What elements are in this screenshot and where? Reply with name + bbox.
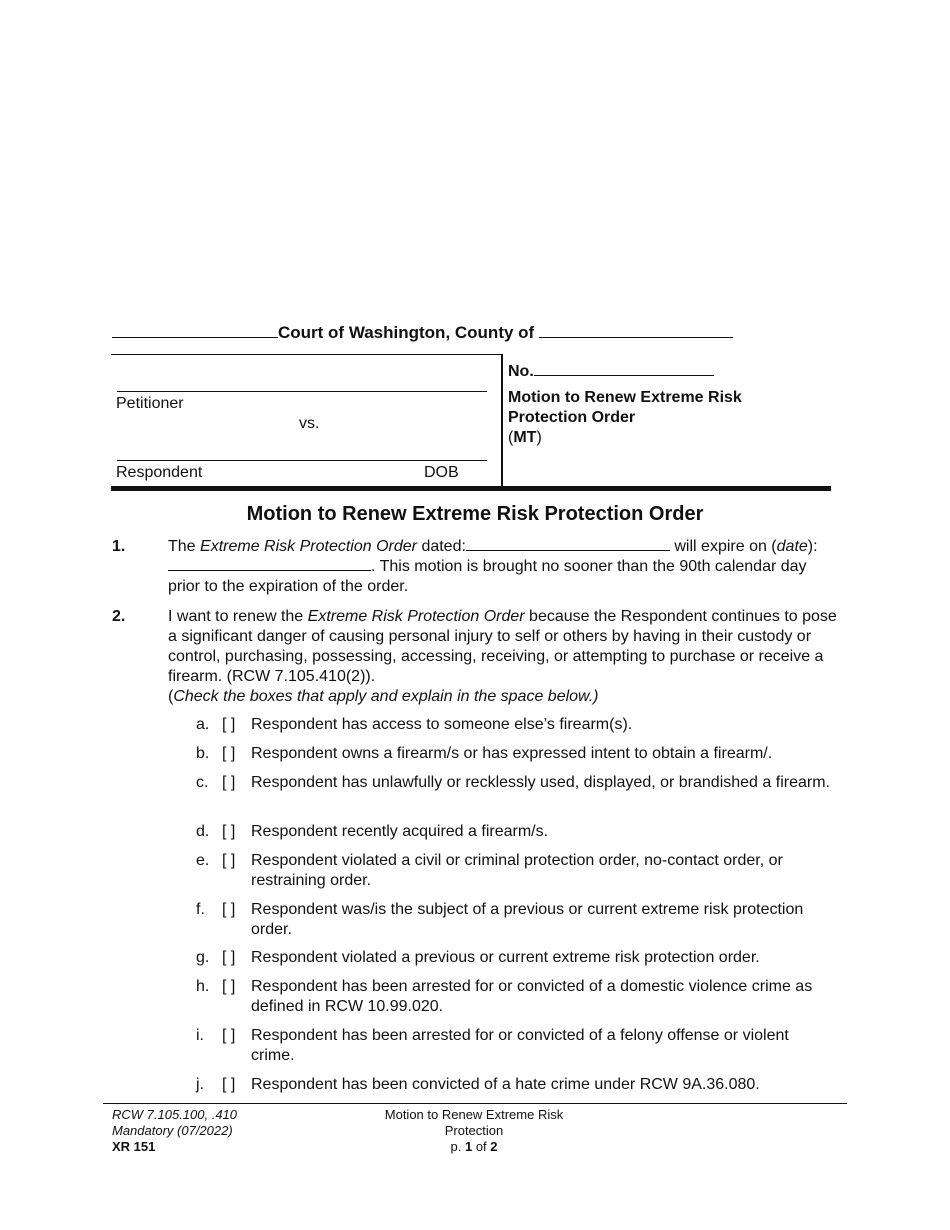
footer-statute: RCW 7.105.100, .410 bbox=[112, 1107, 238, 1122]
form-title-line2: Protection Order bbox=[508, 409, 636, 426]
footer-title-block bbox=[368, 1107, 580, 1155]
footer-form-id: XR 151 bbox=[112, 1139, 156, 1154]
footer-rule bbox=[103, 1103, 847, 1104]
option-h-checkbox[interactable]: [ ] bbox=[222, 978, 236, 995]
option-g-checkbox[interactable]: [ ] bbox=[222, 949, 236, 966]
petitioner-line[interactable] bbox=[117, 391, 487, 392]
case-caption-info bbox=[508, 362, 828, 448]
option-e: e. [ ] Respondent violated a civil or criminal protection order, no-contact order, or restraining order. bbox=[196, 852, 783, 889]
option-e-checkbox[interactable]: [ ] bbox=[222, 852, 236, 869]
case-caption-parties bbox=[111, 354, 501, 488]
option-b-checkbox[interactable]: [ ] bbox=[222, 745, 236, 762]
case-number-label: No. bbox=[508, 363, 534, 380]
option-c: c. [ ] Respondent has unlawfully or recklessly used, displayed, or brandished a firearm. bbox=[196, 774, 830, 791]
case-number-blank[interactable] bbox=[534, 375, 714, 376]
expiration-date-blank[interactable] bbox=[168, 570, 371, 571]
footer-title-line2: Protection bbox=[444, 1123, 504, 1138]
form-code-row: (MT) bbox=[508, 429, 542, 446]
option-i-checkbox[interactable]: [ ] bbox=[222, 1027, 236, 1044]
item-1-text: The Extreme Risk Protection Order dated: will expire on (date):. This motion is brought no sooner than the 90th calendar day prior to the expiration of the order. bbox=[168, 538, 818, 595]
item-1 bbox=[112, 537, 840, 597]
footer-mandatory: Mandatory (07/2022) bbox=[112, 1123, 233, 1138]
option-f: f. [ ] Respondent was/is the subject of a previous or current extreme risk protection order. bbox=[196, 901, 804, 938]
court-label: Court of Washington, County of bbox=[278, 323, 535, 342]
option-c-checkbox[interactable]: [ ] bbox=[222, 774, 236, 791]
order-name: Extreme Risk Protection Order bbox=[200, 538, 417, 555]
option-j-checkbox[interactable]: [ ] bbox=[222, 1076, 236, 1093]
option-a-checkbox[interactable]: [ ] bbox=[222, 716, 236, 733]
caption-divider bbox=[501, 354, 503, 488]
document-title: Motion to Renew Extreme Risk Protection Order bbox=[246, 503, 704, 525]
footer-form-info bbox=[112, 1107, 237, 1155]
option-i: i. [ ] Respondent has been arrested for or convicted of a felony offense or violent crime. bbox=[196, 1027, 789, 1064]
item-2-number: 2. bbox=[112, 608, 126, 625]
court-header bbox=[112, 323, 762, 343]
order-date-blank[interactable] bbox=[466, 550, 670, 551]
item-2-instruction: (Check the boxes that apply and explain in the space below.) bbox=[168, 688, 599, 705]
page-number: p. 1 of 2 bbox=[450, 1139, 498, 1154]
option-h: h. [ ] Respondent has been arrested for or convicted of a domestic violence crime as defined in RCW 10.99.020. bbox=[196, 978, 813, 1015]
option-d: d. [ ] Respondent recently acquired a firearm/s. bbox=[196, 823, 549, 840]
item-2 bbox=[112, 607, 840, 707]
form-code: MT bbox=[513, 429, 537, 446]
item-2-text: I want to renew the Extreme Risk Protection Order because the Respondent continues to pose a significant danger of causing personal injury to self or others by having in their custody or control, purchasing, possessing, accessing, receiving, or attempting to purchase or receive a firearm. (RCW 7.105.410(2)). (Check the boxes that apply and explain in the space below.) bbox=[168, 607, 840, 707]
option-f-checkbox[interactable]: [ ] bbox=[222, 901, 236, 918]
dob-label: DOB bbox=[424, 464, 459, 481]
respondent-label: Respondent bbox=[116, 464, 203, 481]
option-g: g. [ ] Respondent violated a previous or current extreme risk protection order. bbox=[196, 949, 760, 966]
option-d-checkbox[interactable]: [ ] bbox=[222, 823, 236, 840]
petitioner-label: Petitioner bbox=[116, 395, 184, 412]
county-blank[interactable] bbox=[539, 337, 733, 338]
option-j: j. [ ] Respondent has been convicted of a hate crime under RCW 9A.36.080. bbox=[196, 1076, 760, 1093]
court-name-blank[interactable] bbox=[112, 337, 278, 338]
footer-title-line1: Motion to Renew Extreme Risk bbox=[384, 1107, 564, 1122]
item-1-number: 1. bbox=[112, 538, 126, 555]
vs-label: vs. bbox=[299, 415, 320, 432]
option-b: b. [ ] Respondent owns a firearm/s or has expressed intent to obtain a firearm/. bbox=[196, 745, 773, 762]
form-title-line1: Motion to Renew Extreme Risk bbox=[508, 389, 742, 406]
respondent-line[interactable] bbox=[117, 460, 487, 461]
option-a: a. [ ] Respondent has access to someone else’s firearm(s). bbox=[196, 716, 633, 733]
caption-bottom-rule bbox=[111, 486, 831, 491]
case-number-row bbox=[508, 362, 828, 382]
